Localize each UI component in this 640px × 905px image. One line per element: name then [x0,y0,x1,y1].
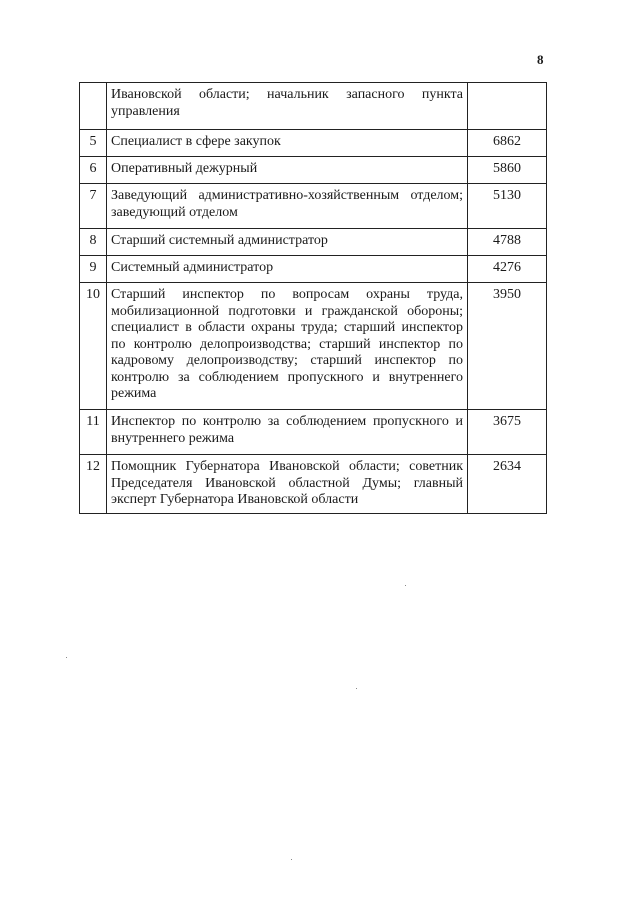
table-row [80,157,547,184]
position-title: Старший системный администратор [107,229,468,256]
row-number: 12 [80,455,107,514]
salary-value: 4788 [468,229,547,256]
table-row [80,184,547,229]
salary-value: 5860 [468,157,547,184]
page-number: 8 [537,52,544,67]
row-number: 11 [80,410,107,455]
salary-value: 5130 [468,184,547,229]
salary-table [79,82,547,514]
scan-speck [356,688,357,689]
row-number: 9 [80,256,107,283]
position-title: Системный администратор [107,256,468,283]
salary-value: 4276 [468,256,547,283]
salary-value: 3950 [468,283,547,410]
table-row [80,410,547,455]
position-title: Оперативный дежурный [107,157,468,184]
table-row [80,256,547,283]
table-row [80,130,547,157]
position-title: Помощник Губернатора Ивановской области; советник Председателя Ивановской областной Думы; главный эксперт Губернатора Ивановской области [107,455,468,514]
position-title: Ивановской области; начальник запасного пункта управления [107,83,468,130]
salary-value: 3675 [468,410,547,455]
table-row [80,229,547,256]
salary-value: 2634 [468,455,547,514]
row-number [80,83,107,130]
table-row [80,455,547,514]
scan-speck [405,585,406,586]
row-number: 6 [80,157,107,184]
salary-value [468,83,547,130]
row-number: 5 [80,130,107,157]
row-number: 10 [80,283,107,410]
salary-value: 6862 [468,130,547,157]
position-title: Старший инспектор по вопросам охраны труда, мобилизационной подготовки и гражданской обороны; специалист в области охраны труда; старший инспектор по контролю делопроизводства; старший инспектор по кадровому делопроизводству; старший инспектор по контролю за соблюдением пропускного и внутреннего режима [107,283,468,410]
row-number: 8 [80,229,107,256]
position-title: Инспектор по контролю за соблюдением пропускного и внутреннего режима [107,410,468,455]
scan-speck [291,859,292,860]
position-title: Специалист в сфере закупок [107,130,468,157]
table-row [80,283,547,410]
table-row [80,83,547,130]
row-number: 7 [80,184,107,229]
position-title: Заведующий административно-хозяйственным отделом; заведующий отделом [107,184,468,229]
scan-speck [66,657,67,658]
